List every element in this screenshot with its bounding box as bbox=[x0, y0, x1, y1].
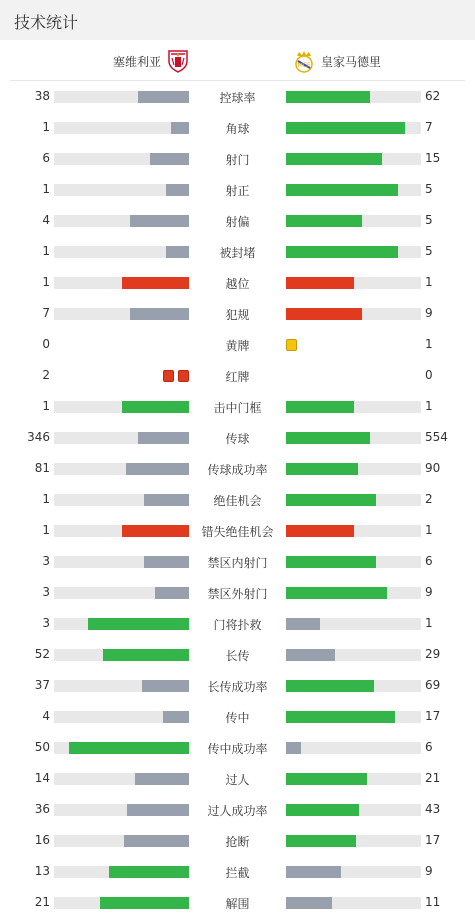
home-bar-fill bbox=[130, 308, 189, 320]
home-stat-value: 4 bbox=[42, 213, 50, 227]
stat-row bbox=[0, 81, 475, 112]
away-bar-fill bbox=[286, 277, 354, 289]
stat-row bbox=[0, 670, 475, 701]
stat-row bbox=[0, 391, 475, 422]
home-bar-fill bbox=[109, 866, 189, 878]
stat-label: 禁区外射门 bbox=[207, 587, 268, 601]
away-bar-fill bbox=[286, 587, 387, 599]
home-bar-track bbox=[54, 215, 189, 227]
stat-row bbox=[0, 484, 475, 515]
home-stat-value: 16 bbox=[34, 833, 50, 847]
home-bar-track bbox=[54, 153, 189, 165]
away-stat-value: 43 bbox=[425, 802, 441, 816]
home-stat-value: 346 bbox=[27, 430, 50, 444]
stat-row bbox=[0, 639, 475, 670]
away-bar-fill bbox=[286, 91, 370, 103]
home-stat-value: 36 bbox=[34, 802, 50, 816]
away-stat-value: 7 bbox=[425, 120, 433, 134]
home-bar-track bbox=[54, 246, 189, 258]
stat-label: 角球 bbox=[225, 122, 250, 136]
home-bar-track bbox=[54, 277, 189, 289]
stat-row bbox=[0, 298, 475, 329]
away-bar-track bbox=[286, 773, 421, 785]
away-bar-track bbox=[286, 742, 421, 754]
home-stat-value: 3 bbox=[42, 554, 50, 568]
stat-label: 绝佳机会 bbox=[213, 494, 262, 508]
home-bar-fill bbox=[135, 773, 189, 785]
home-bar-fill bbox=[138, 91, 189, 103]
home-bar-fill bbox=[155, 587, 189, 599]
away-stat-value: 21 bbox=[425, 771, 441, 785]
stat-row bbox=[0, 763, 475, 794]
home-bar-track bbox=[54, 897, 189, 909]
away-bar-fill bbox=[286, 122, 405, 134]
away-stat-value: 5 bbox=[425, 244, 433, 258]
away-bar-fill bbox=[286, 649, 335, 661]
home-bar-fill bbox=[166, 246, 189, 258]
away-stat-value: 1 bbox=[425, 275, 433, 289]
away-bar-track bbox=[286, 525, 421, 537]
stat-row bbox=[0, 143, 475, 174]
stat-row bbox=[0, 794, 475, 825]
home-cards bbox=[163, 370, 189, 382]
home-bar-fill bbox=[100, 897, 189, 909]
stat-row bbox=[0, 701, 475, 732]
home-stat-value: 2 bbox=[42, 368, 50, 382]
stat-row bbox=[0, 174, 475, 205]
away-bar-fill bbox=[286, 215, 362, 227]
away-bar-fill bbox=[286, 153, 382, 165]
home-team[interactable] bbox=[113, 49, 189, 73]
away-stat-value: 0 bbox=[425, 368, 433, 382]
away-stat-value: 6 bbox=[425, 554, 433, 568]
stat-label: 黄牌 bbox=[225, 339, 250, 353]
home-bar-track bbox=[54, 308, 189, 320]
stat-label: 传球 bbox=[225, 432, 250, 446]
stat-label: 抢断 bbox=[225, 835, 250, 849]
away-stat-value: 1 bbox=[425, 523, 433, 537]
away-bar-track bbox=[286, 153, 421, 165]
stat-row bbox=[0, 577, 475, 608]
home-stat-value: 7 bbox=[42, 306, 50, 320]
home-bar-fill bbox=[163, 711, 189, 723]
home-bar-track bbox=[54, 525, 189, 537]
home-stat-value: 1 bbox=[42, 275, 50, 289]
home-bar-track bbox=[54, 804, 189, 816]
away-bar-fill bbox=[286, 897, 332, 909]
stat-label: 解围 bbox=[225, 897, 250, 911]
home-bar-fill bbox=[127, 804, 189, 816]
stat-row bbox=[0, 856, 475, 887]
away-bar-track bbox=[286, 618, 421, 630]
away-stat-value: 15 bbox=[425, 151, 441, 165]
home-stat-value: 1 bbox=[42, 244, 50, 258]
stat-label: 长传成功率 bbox=[207, 680, 268, 694]
stat-label: 红牌 bbox=[225, 370, 250, 384]
away-bar-track bbox=[286, 866, 421, 878]
home-bar-track bbox=[54, 122, 189, 134]
away-stat-value: 62 bbox=[425, 89, 441, 103]
away-stat-value: 554 bbox=[425, 430, 448, 444]
stat-label: 拦截 bbox=[225, 866, 250, 880]
away-bar-fill bbox=[286, 401, 354, 413]
away-stat-value: 69 bbox=[425, 678, 441, 692]
home-stat-value: 1 bbox=[42, 492, 50, 506]
home-bar-track bbox=[54, 556, 189, 568]
away-bar-fill bbox=[286, 432, 370, 444]
away-bar-track bbox=[286, 308, 421, 320]
away-bar-fill bbox=[286, 742, 301, 754]
stat-label: 传球成功率 bbox=[207, 463, 268, 477]
away-stat-value: 29 bbox=[425, 647, 441, 661]
stat-label: 传中 bbox=[225, 711, 250, 725]
away-bar-track bbox=[286, 680, 421, 692]
home-bar-fill bbox=[103, 649, 189, 661]
away-bar-fill bbox=[286, 246, 398, 258]
home-stat-value: 4 bbox=[42, 709, 50, 723]
away-bar-fill bbox=[286, 618, 320, 630]
away-bar-fill bbox=[286, 463, 358, 475]
stat-row bbox=[0, 453, 475, 484]
home-stat-value: 50 bbox=[34, 740, 50, 754]
away-stat-value: 1 bbox=[425, 616, 433, 630]
away-bar-track bbox=[286, 463, 421, 475]
home-bar-fill bbox=[124, 835, 189, 847]
stat-label: 过人 bbox=[225, 773, 250, 787]
stat-row bbox=[0, 515, 475, 546]
stat-label: 犯规 bbox=[225, 308, 250, 322]
stats-header bbox=[0, 0, 475, 40]
home-stat-value: 38 bbox=[34, 89, 50, 103]
home-bar-fill bbox=[69, 742, 189, 754]
home-bar-fill bbox=[144, 556, 189, 568]
home-stat-value: 81 bbox=[34, 461, 50, 475]
away-team-name: 皇家马德里 bbox=[321, 54, 382, 69]
home-bar-track bbox=[54, 866, 189, 878]
away-bar-track bbox=[286, 432, 421, 444]
home-bar-fill bbox=[171, 122, 189, 134]
stat-row bbox=[0, 360, 475, 391]
red-card-icon bbox=[163, 370, 174, 382]
away-bar-track bbox=[286, 835, 421, 847]
stat-label: 禁区内射门 bbox=[207, 556, 268, 570]
home-stat-value: 1 bbox=[42, 182, 50, 196]
away-stat-value: 11 bbox=[425, 895, 441, 909]
stat-label: 击中门框 bbox=[213, 401, 262, 415]
away-bar-track bbox=[286, 277, 421, 289]
home-bar-track bbox=[54, 711, 189, 723]
home-stat-value: 3 bbox=[42, 616, 50, 630]
away-bar-track bbox=[286, 711, 421, 723]
away-bar-track bbox=[286, 184, 421, 196]
away-stat-value: 17 bbox=[425, 833, 441, 847]
stat-row bbox=[0, 329, 475, 360]
home-team-name: 塞维利亚 bbox=[112, 54, 161, 69]
away-bar-fill bbox=[286, 804, 359, 816]
home-bar-fill bbox=[122, 525, 190, 537]
away-bar-track bbox=[286, 649, 421, 661]
home-bar-track bbox=[54, 680, 189, 692]
stat-label: 传中成功率 bbox=[207, 742, 268, 756]
home-bar-fill bbox=[88, 618, 189, 630]
away-bar-track bbox=[286, 587, 421, 599]
home-stat-value: 52 bbox=[34, 647, 50, 661]
away-bar-track bbox=[286, 91, 421, 103]
away-bar-track bbox=[286, 401, 421, 413]
home-stat-value: 13 bbox=[34, 864, 50, 878]
home-bar-track bbox=[54, 494, 189, 506]
page-title: 技术统计 bbox=[14, 13, 79, 32]
away-bar-track bbox=[286, 246, 421, 258]
home-bar-fill bbox=[138, 432, 189, 444]
home-stat-value: 6 bbox=[42, 151, 50, 165]
stat-row bbox=[0, 546, 475, 577]
home-stat-value: 21 bbox=[34, 895, 50, 909]
home-bar-fill bbox=[166, 184, 189, 196]
red-card-icon bbox=[178, 370, 189, 382]
stat-row bbox=[0, 608, 475, 639]
home-bar-fill bbox=[122, 277, 190, 289]
home-bar-track bbox=[54, 401, 189, 413]
stat-label: 错失绝佳机会 bbox=[201, 525, 274, 539]
away-cards bbox=[286, 339, 297, 351]
away-bar-fill bbox=[286, 556, 376, 568]
away-bar-fill bbox=[286, 773, 367, 785]
away-bar-track bbox=[286, 897, 421, 909]
stat-row bbox=[0, 112, 475, 143]
away-bar-fill bbox=[286, 308, 362, 320]
home-bar-track bbox=[54, 184, 189, 196]
away-bar-track bbox=[286, 215, 421, 227]
stat-row bbox=[0, 236, 475, 267]
away-stat-value: 6 bbox=[425, 740, 433, 754]
away-bar-fill bbox=[286, 184, 398, 196]
away-stat-value: 1 bbox=[425, 399, 433, 413]
away-stat-value: 9 bbox=[425, 306, 433, 320]
home-bar-track bbox=[54, 432, 189, 444]
yellow-card-icon bbox=[286, 339, 297, 351]
stat-label: 射门 bbox=[225, 153, 250, 167]
stat-label: 越位 bbox=[225, 277, 250, 291]
home-bar-fill bbox=[126, 463, 189, 475]
away-bar-fill bbox=[286, 494, 376, 506]
away-bar-track bbox=[286, 494, 421, 506]
stat-row bbox=[0, 887, 475, 918]
away-bar-fill bbox=[286, 525, 354, 537]
away-bar-track bbox=[286, 556, 421, 568]
home-bar-track bbox=[54, 835, 189, 847]
stat-row bbox=[0, 422, 475, 453]
away-team[interactable] bbox=[293, 49, 381, 73]
stat-row bbox=[0, 825, 475, 856]
away-bar-fill bbox=[286, 680, 374, 692]
stat-label: 控球率 bbox=[219, 91, 256, 105]
real-madrid-crest-icon bbox=[293, 49, 315, 73]
home-stat-value: 1 bbox=[42, 523, 50, 537]
home-bar-track bbox=[54, 742, 189, 754]
away-stat-value: 9 bbox=[425, 864, 433, 878]
home-bar-fill bbox=[122, 401, 190, 413]
home-bar-fill bbox=[142, 680, 189, 692]
away-stat-value: 5 bbox=[425, 213, 433, 227]
home-bar-fill bbox=[150, 153, 189, 165]
away-bar-track bbox=[286, 804, 421, 816]
stat-label: 射偏 bbox=[225, 215, 250, 229]
away-bar-track bbox=[286, 122, 421, 134]
home-bar-fill bbox=[130, 215, 189, 227]
stat-row bbox=[0, 205, 475, 236]
away-bar-fill bbox=[286, 866, 341, 878]
away-bar-fill bbox=[286, 711, 395, 723]
home-stat-value: 1 bbox=[42, 399, 50, 413]
home-bar-track bbox=[54, 773, 189, 785]
stat-label: 射正 bbox=[225, 184, 250, 198]
home-bar-track bbox=[54, 463, 189, 475]
home-stat-value: 0 bbox=[42, 337, 50, 351]
home-bar-track bbox=[54, 618, 189, 630]
home-bar-fill bbox=[144, 494, 189, 506]
away-stat-value: 9 bbox=[425, 585, 433, 599]
home-stat-value: 37 bbox=[34, 678, 50, 692]
home-bar-track bbox=[54, 91, 189, 103]
away-stat-value: 1 bbox=[425, 337, 433, 351]
stat-row bbox=[0, 732, 475, 763]
stat-label: 过人成功率 bbox=[207, 804, 268, 818]
away-stat-value: 2 bbox=[425, 492, 433, 506]
home-bar-track bbox=[54, 587, 189, 599]
away-stat-value: 17 bbox=[425, 709, 441, 723]
team-header-row bbox=[10, 40, 465, 81]
away-stat-value: 90 bbox=[425, 461, 441, 475]
home-bar-track bbox=[54, 649, 189, 661]
home-stat-value: 14 bbox=[34, 771, 50, 785]
stat-label: 门将扑救 bbox=[213, 618, 262, 632]
sevilla-crest-icon bbox=[167, 49, 189, 73]
stat-row bbox=[0, 267, 475, 298]
stat-label: 被封堵 bbox=[219, 246, 256, 260]
svg-text:MCF: MCF bbox=[297, 62, 311, 69]
away-bar-fill bbox=[286, 835, 356, 847]
home-stat-value: 3 bbox=[42, 585, 50, 599]
stat-label: 长传 bbox=[225, 649, 250, 663]
away-stat-value: 5 bbox=[425, 182, 433, 196]
home-stat-value: 1 bbox=[42, 120, 50, 134]
